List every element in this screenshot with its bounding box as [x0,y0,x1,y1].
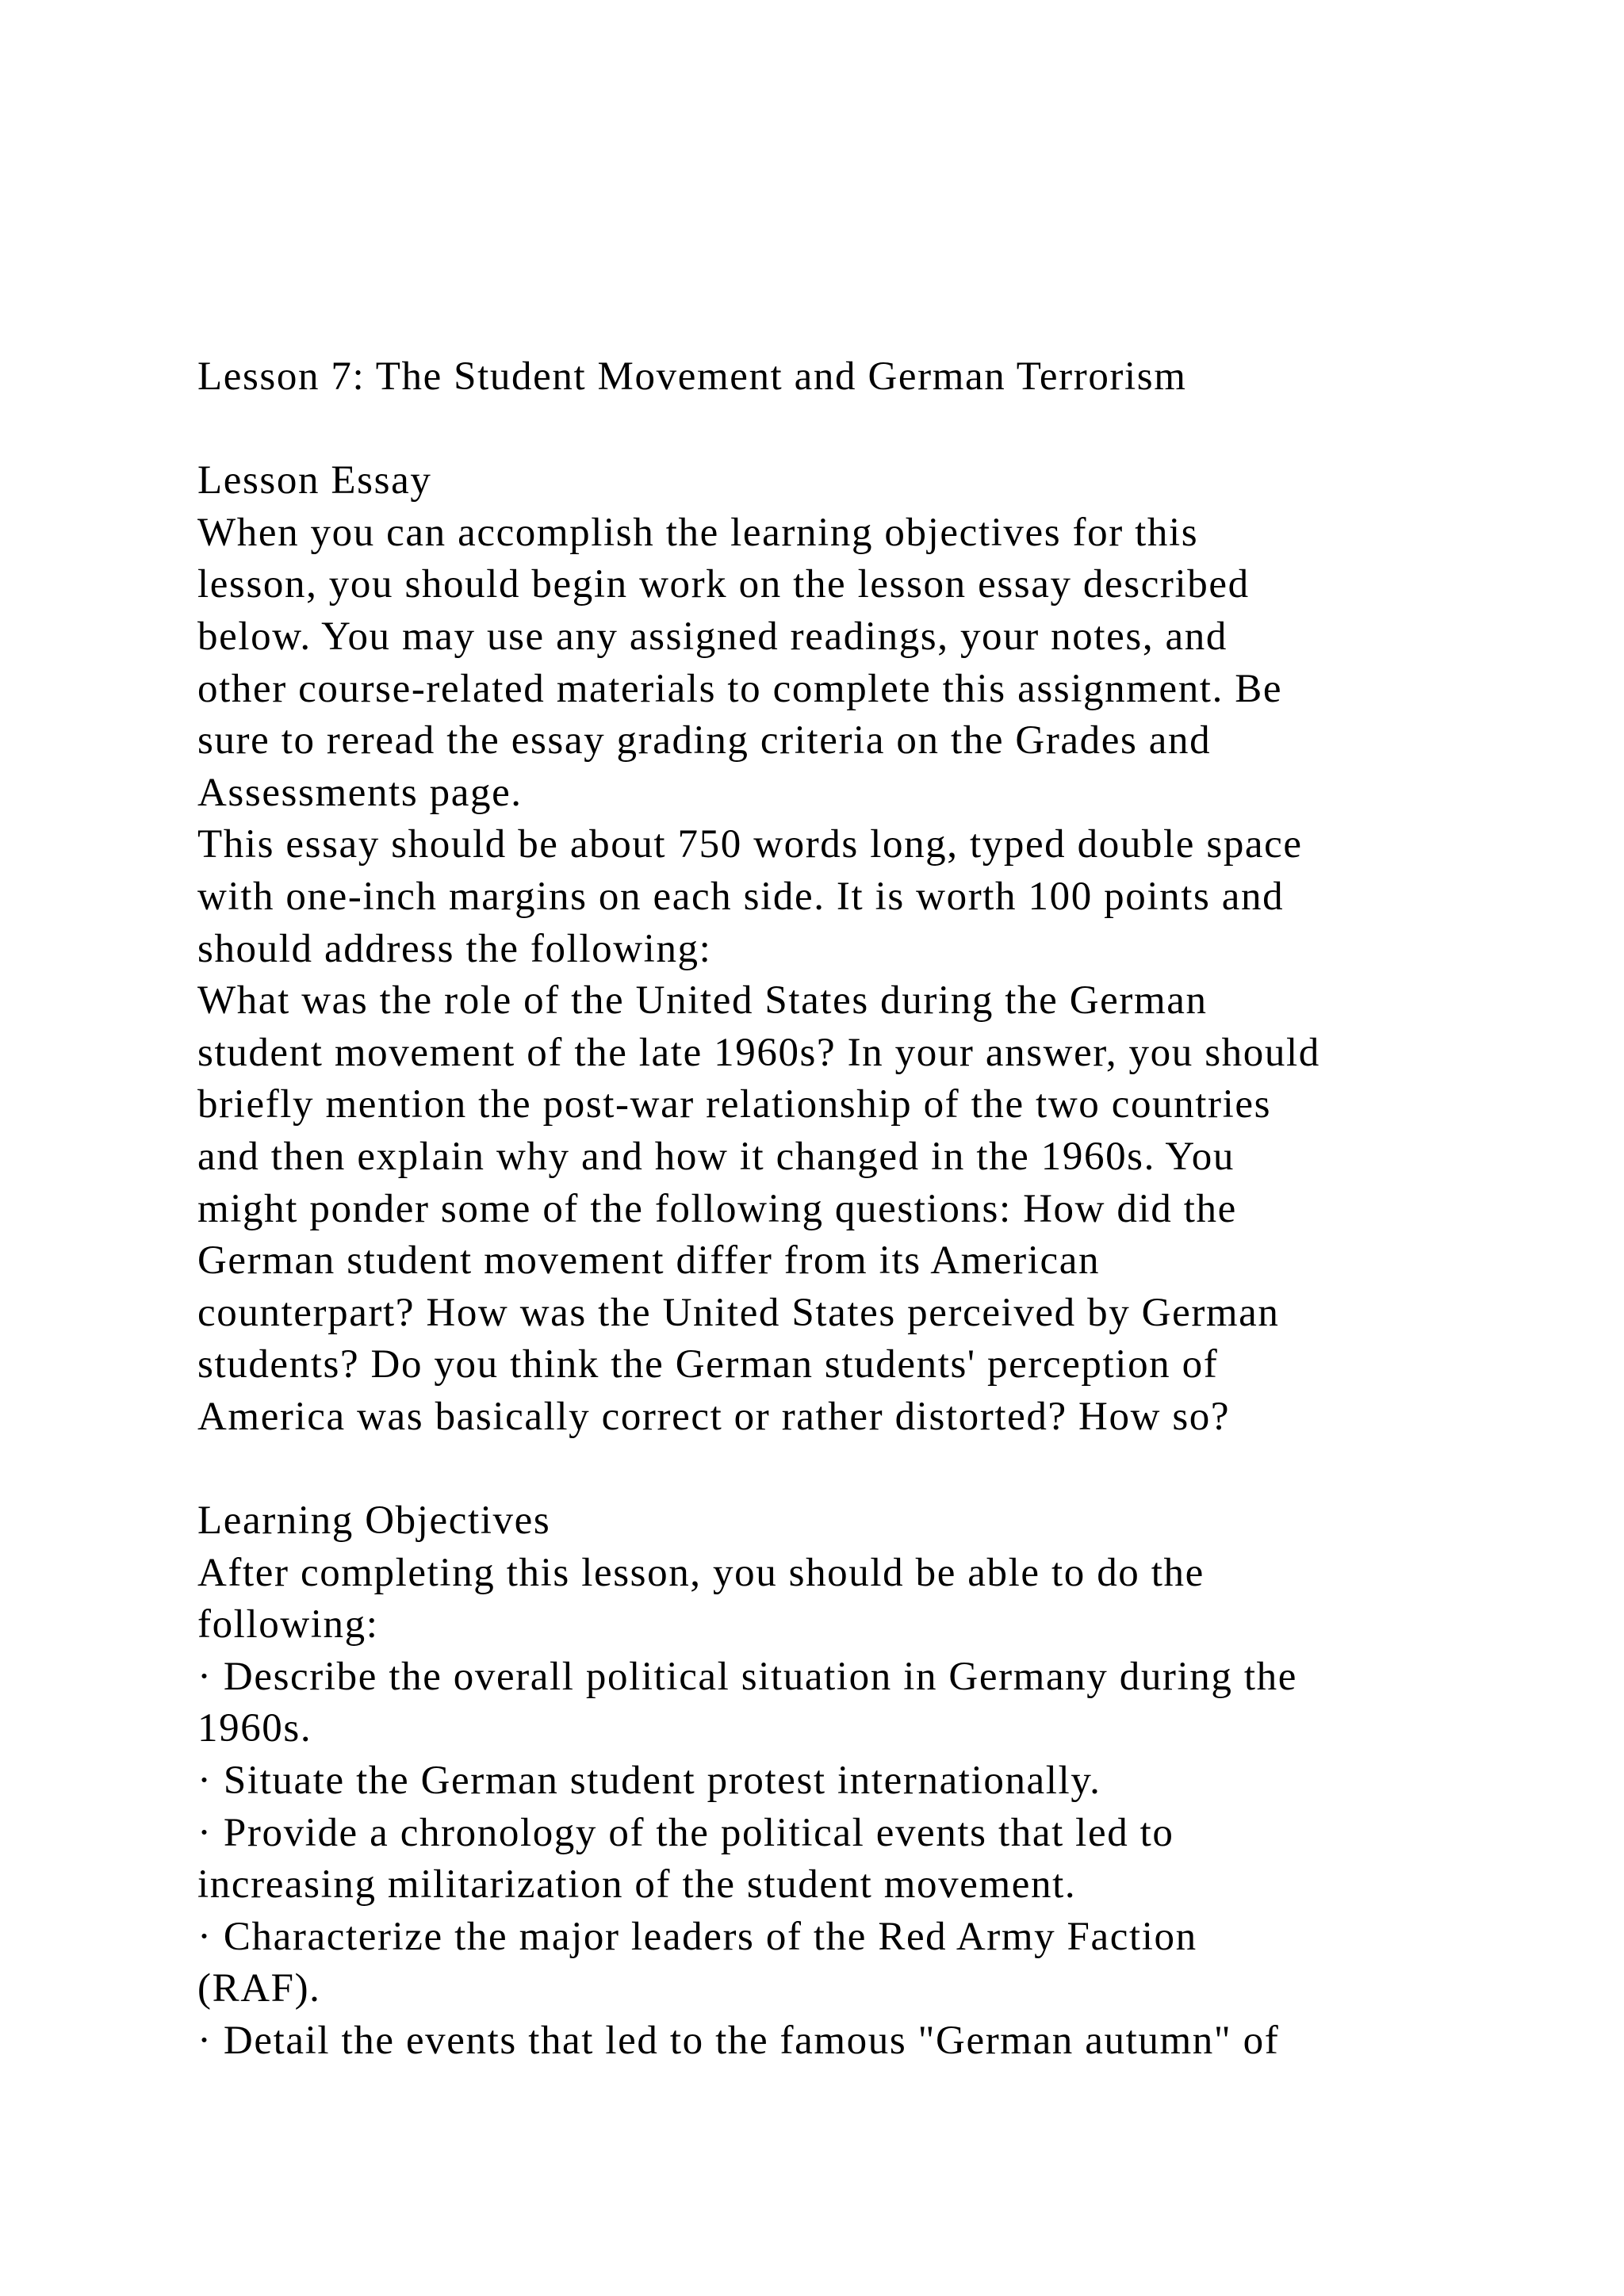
text-line: should address the following: [197,926,712,971]
text-line: counterpart? How was the United States perceived by German [197,1290,1280,1335]
blank-line [197,404,1545,456]
text-line: sure to reread the essay grading criteria on the Grades and [197,718,1212,763]
text-line: · Characterize the major leaders of the Red Army Faction [197,1914,1197,1959]
objective-item [197,1651,1545,1755]
text-line: student movement of the late 1960s? In your answer, you should [197,1030,1320,1075]
objective-item [197,1755,1545,1808]
objective-item [197,2015,1545,2068]
objective-item [197,1808,1545,1911]
text-line: increasing militarization of the student movement. [197,1862,1077,1908]
text-line: following: [197,1602,379,1647]
text-line: and then explain why and how it changed in the 1960s. You [197,1134,1235,1179]
document-title: Lesson 7: The Student Movement and German Terrorism [197,354,1187,399]
text-line: · Provide a chronology of the political events that led to [197,1810,1174,1855]
essay-paragraph-2 [197,819,1545,975]
essay-prompt [197,975,1545,1443]
objectives-list [197,1651,1545,2068]
objective-item [197,1911,1545,2015]
text-line: students? Do you think the German students' perception of [197,1342,1219,1387]
text-line: Assessments page. [197,770,523,815]
essay-heading: Lesson Essay [197,458,432,503]
text-line: German student movement differ from its American [197,1238,1101,1284]
text-line: other course-related materials to complete this assignment. Be [197,666,1283,711]
text-line: · Detail the events that led to the famous "German autumn" of [197,2019,1280,2063]
text-line: lesson, you should begin work on the lesson essay described [197,562,1250,607]
text-line: After completing this lesson, you should be able to do the [197,1550,1205,1595]
essay-paragraph-1 [197,507,1545,820]
text-line: · Situate the German student protest internationally. [197,1758,1101,1804]
text-line: What was the role of the United States during the German [197,978,1208,1024]
text-line: briefly mention the post-war relationship of the two countries [197,1082,1272,1127]
text-line: 1960s. [197,1706,312,1751]
text-line: might ponder some of the following questions: How did the [197,1186,1237,1231]
text-line: When you can accomplish the learning objectives for this [197,510,1199,555]
text-line: America was basically correct or rather distorted? How so? [197,1394,1231,1439]
text-line: · Describe the overall political situation in Germany during the [197,1654,1297,1699]
text-line: below. You may use any assigned readings, your notes, and [197,614,1228,659]
objectives-intro [197,1548,1545,1651]
objectives-heading: Learning Objectives [197,1498,551,1544]
text-line: (RAF). [197,1966,321,2011]
document-body [197,351,1545,2068]
text-line: This essay should be about 750 words long, typed double space [197,822,1303,867]
text-line: with one-inch margins on each side. It is worth 100 points and [197,874,1285,919]
blank-line [197,1443,1545,1495]
